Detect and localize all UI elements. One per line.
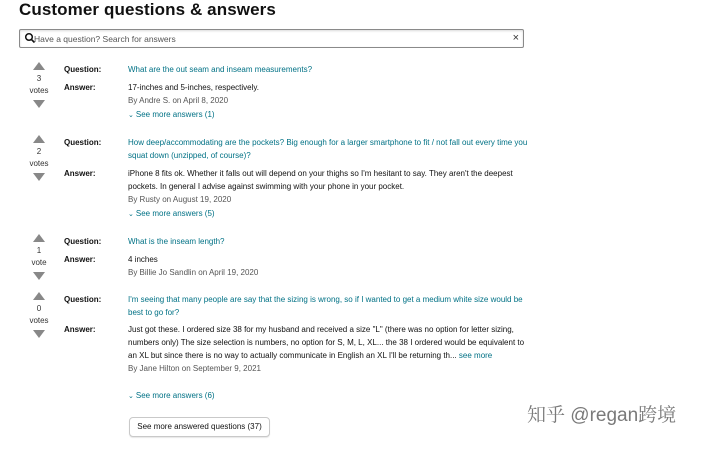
upvote-arrow-icon[interactable] <box>33 292 45 300</box>
answer-text <box>128 323 528 375</box>
see-more-answers-link[interactable] <box>128 108 215 122</box>
answer-byline: By Rusty on August 19, 2020 <box>128 195 232 204</box>
question-link[interactable]: What is the inseam length? <box>128 237 225 246</box>
upvote-arrow-icon[interactable] <box>33 135 45 143</box>
answer-text <box>128 253 528 279</box>
answer-body: iPhone 8 fits ok. Whether it falls out will depend on your thighs so I'm hesitant to say. They aren't the deepest pockets. In general I advise against swimming with your phone in your pocket. <box>128 169 513 191</box>
answer-byline: By Andre S. on April 8, 2020 <box>128 96 229 105</box>
downvote-arrow-icon[interactable] <box>33 173 45 181</box>
answer-label: Answer: <box>64 169 96 178</box>
question-label: Question: <box>64 138 102 147</box>
answer-text <box>128 167 528 206</box>
vote-label: votes <box>29 159 49 168</box>
search-box[interactable] <box>19 29 524 48</box>
answer-body-text: Just got these. I ordered size 38 for my husband and received a size "L" (there was no option for letter sizing, numbers only) The size selection is numbers, no option for S, M, L, XL... the 38 I ordered would be equivalent to an XL but since there is no way to actually communicate in English an XL I'll be returning th... <box>128 325 525 360</box>
chevron-down-icon: ⌄ <box>128 112 134 119</box>
question-label: Question: <box>64 237 102 246</box>
answer-body <box>128 323 528 362</box>
vote-count: 0 <box>36 304 42 313</box>
page-title: Customer questions & answers <box>19 0 276 19</box>
vote-label: votes <box>29 316 49 325</box>
vote-count: 2 <box>36 147 42 156</box>
answer-body: 17-inches and 5-inches, respectively. <box>128 83 260 92</box>
question-label: Question: <box>64 65 102 74</box>
answer-label: Answer: <box>64 83 96 92</box>
question-link[interactable]: How deep/accommodating are the pockets? Big enough for a larger smartphone to fit / not fall out every time you squat down (unzipped, of course)? <box>128 138 528 160</box>
answer-label: Answer: <box>64 325 96 334</box>
upvote-arrow-icon[interactable] <box>33 234 45 242</box>
search-input[interactable] <box>34 32 504 45</box>
see-more-answers-label: See more answers (1) <box>135 110 215 119</box>
upvote-arrow-icon[interactable] <box>33 62 45 70</box>
downvote-arrow-icon[interactable] <box>33 330 45 338</box>
vote-label: vote <box>31 258 47 267</box>
answer-label: Answer: <box>64 255 96 264</box>
downvote-arrow-icon[interactable] <box>33 272 45 280</box>
vote-label: votes <box>29 86 49 95</box>
see-more-link[interactable]: see more <box>458 351 493 360</box>
answer-body: 4 inches <box>128 255 158 264</box>
see-more-answers-link[interactable] <box>128 207 215 221</box>
answer-byline: By Billie Jo Sandlin on April 19, 2020 <box>128 268 259 277</box>
close-icon[interactable]: × <box>512 32 519 44</box>
answer-byline: By Jane Hilton on September 9, 2021 <box>128 364 261 373</box>
watermark: 知乎 @regan跨境 <box>527 405 677 426</box>
question-link[interactable]: What are the out seam and inseam measurements? <box>128 65 313 74</box>
vote-widget <box>26 234 52 280</box>
see-more-questions-button[interactable]: See more answered questions (37) <box>129 417 270 437</box>
vote-widget <box>26 292 52 338</box>
answer-text <box>128 81 528 107</box>
vote-count: 1 <box>36 246 42 255</box>
question-label: Question: <box>64 295 102 304</box>
question-link[interactable]: I'm seeing that many people are say that the sizing is wrong, so if I wanted to get a medium white size would be best to go for? <box>128 295 523 317</box>
see-more-answers-link[interactable] <box>128 389 215 403</box>
chevron-down-icon: ⌄ <box>128 393 134 400</box>
chevron-down-icon: ⌄ <box>128 211 134 218</box>
vote-widget <box>26 135 52 181</box>
see-more-answers-label: See more answers (6) <box>135 391 215 400</box>
see-more-answers-label: See more answers (5) <box>135 209 215 218</box>
downvote-arrow-icon[interactable] <box>33 100 45 108</box>
vote-widget <box>26 62 52 108</box>
vote-count: 3 <box>36 74 42 83</box>
